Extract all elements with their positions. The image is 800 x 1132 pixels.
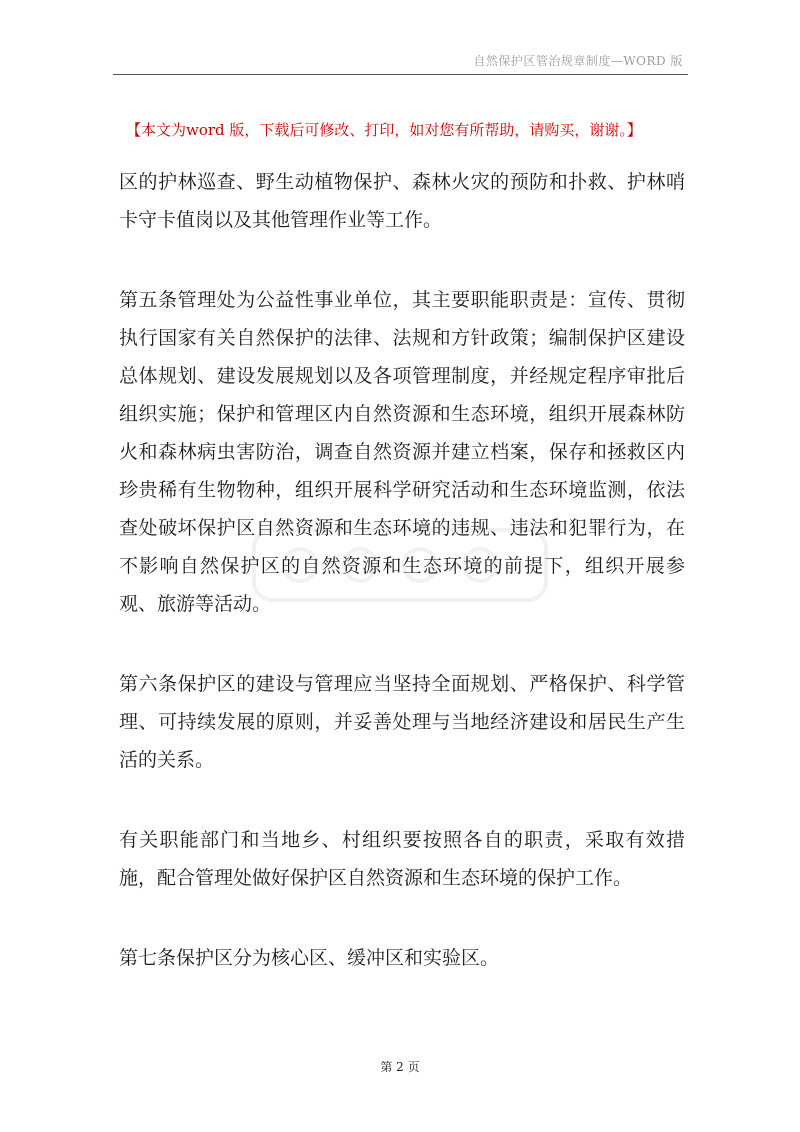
page-number: 第 2 页	[380, 1060, 420, 1074]
header-divider	[113, 74, 688, 75]
article-6-paragraph: 第六条保护区的建设与管理应当坚持全面规划、严格保护、科学管理、可持续发展的原则，并妥善处理与当地经济建设和居民生产生活的关系。	[119, 673, 685, 771]
running-header: 自然保护区管治规章制度—WORD 版	[473, 54, 683, 68]
body-paragraph: 区的护林巡查、野生动植物保护、森林火灾的预防和扑救、护林哨卡守卡值岗以及其他管理作业等工作。	[119, 171, 685, 231]
body-paragraph: 有关职能部门和当地乡、村组织要按照各自的职责，采取有效措施，配合管理处做好保护区自然资源和生态环境的保护工作。	[119, 829, 685, 889]
download-notice: 【本文为word 版，下载后可修改、打印，如对您有所帮助，请购买，谢谢。】	[126, 121, 642, 139]
article-7-paragraph: 第七条保护区分为核心区、缓冲区和实验区。	[119, 947, 500, 969]
article-5-paragraph: 第五条管理处为公益性事业单位，其主要职能职责是：宣传、贯彻执行国家有关自然保护的法律、法规和方针政策；编制保护区建设总体规划、建设发展规划以及各项管理制度，并经规定程序审批后组织实施；保护和管理区内自然资源和生态环境，组织开展森林防火和森林病虫害防治，调查自然资源并建立档案，保存和拯救区内珍贵稀有生物物种，组织开展科学研究活动和生态环境监测，依法查处破坏保护区自然资源和生态环境的违规、违法和犯罪行为，在不影响自然保护区的自然资源和生态环境的前提下，组织开展参观、旅游等活动。	[119, 289, 685, 615]
document-body	[119, 163, 685, 977]
